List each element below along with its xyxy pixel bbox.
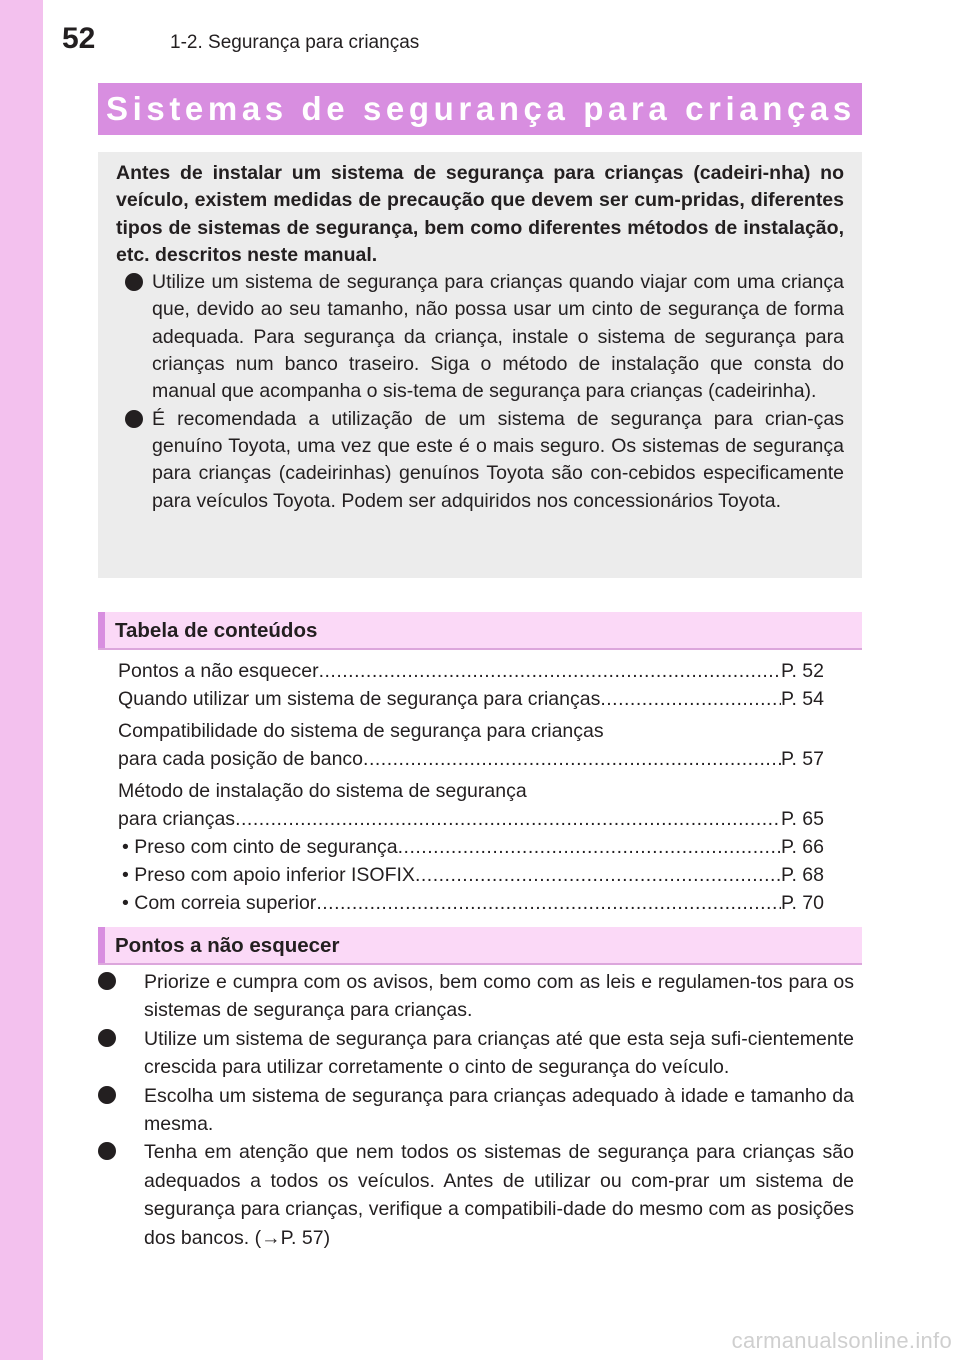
toc-item-label: para cada posição de banco (118, 748, 364, 770)
toc-item-label: • Com correia superior (122, 892, 317, 914)
points-bullet-text: Utilize um sistema de segurança para crianças até que esta seja sufi-cientemente crescida para utilizar corretamente o cinto de segurança do veículo. (144, 1027, 854, 1079)
toc-item-label-line1: Método de instalação do sistema de segurança (118, 780, 527, 802)
intro-text: Antes de instalar um sistema de segurança para crianças (cadeiri-nha) no veículo, existem medidas de precaução que devem ser cum-pridas, diferentes tipos de sistemas de segurança, bem como diferentes métodos de instalação, etc. descritos neste manual. (116, 162, 844, 266)
toc-item-label: • Preso com apoio inferior ISOFIX (122, 864, 415, 886)
toc-item-label: • Preso com cinto de segurança (122, 836, 398, 858)
intro-bullet-text: Utilize um sistema de segurança para crianças quando viajar com uma criança que, devido ao seu tamanho, não possa usar um cinto de segurança de forma adequada. Para segurança da criança, instale o sistema de segurança para crianças num banco traseiro. Siga o método de instalação que consta do manual que acompanha o sis-tema de segurança para crianças (cadeirinha). (152, 271, 844, 403)
points-bullet (98, 1138, 854, 1252)
toc-item-label: para crianças (118, 808, 236, 830)
points-bullet (98, 1082, 854, 1139)
toc-item[interactable] (118, 657, 824, 685)
toc-item-page: P. 65 (780, 808, 824, 830)
title-bar (98, 83, 862, 135)
toc-subitem[interactable] (118, 833, 824, 861)
page-number: 52 (62, 22, 96, 55)
points-bullet-text: Priorize e cumpra com os avisos, bem como com as leis e regulamen-tos para os sistemas de segurança para crianças. (144, 971, 854, 1022)
toc-heading-bar (98, 612, 862, 650)
toc-item-page: P. 52 (780, 660, 824, 682)
points-bullet (98, 968, 854, 1025)
bullet-dot-icon (98, 1142, 116, 1160)
points-bullet-text: Escolha um sistema de segurança para crianças adequado à idade e tamanho da mesma. (144, 1084, 854, 1136)
toc-item-label: Pontos a não esquecer (118, 660, 319, 682)
points-bullet (98, 1025, 854, 1082)
intro-box (98, 152, 862, 578)
points-bullet-text: Tenha em atenção que nem todos os sistemas de segurança para crianças são adequados a todos os veículos. Antes de utilizar ou com-prar um sistema de segurança para crianças, verifique a compatibili-dade do mesmo com as posições dos bancos. (→P. 57) (144, 1141, 854, 1249)
toc-item-label: Quando utilizar um sistema de segurança para crianças (118, 688, 601, 710)
toc-item-page: P. 68 (780, 864, 824, 886)
toc-item[interactable] (118, 805, 824, 833)
bullet-dot-icon (125, 410, 143, 428)
page-title: Sistemas de segurança para crianças (106, 90, 856, 127)
toc-item-page: P. 54 (780, 688, 824, 710)
intro-bullet (116, 406, 844, 515)
bullet-dot-icon (98, 1029, 116, 1047)
bullet-dot-icon (98, 972, 116, 990)
toc-leader-dots (319, 657, 781, 685)
watermark: carmanualsonline.info (731, 1328, 952, 1353)
bullet-dot-icon (125, 273, 143, 291)
toc-item-page: P. 57 (780, 748, 824, 770)
toc-item[interactable] (118, 685, 824, 713)
points-heading-bar (98, 927, 862, 965)
toc-leader-dots (415, 861, 781, 889)
toc-item-page: P. 70 (780, 892, 824, 914)
points-list (98, 968, 854, 1252)
toc-leader-dots (235, 805, 781, 833)
toc-leader-dots (600, 685, 781, 713)
toc-item-label-line1: Compatibilidade do sistema de segurança para crianças (118, 720, 604, 742)
bullet-dot-icon (98, 1086, 116, 1104)
toc-item[interactable] (118, 745, 824, 773)
table-of-contents (118, 657, 824, 917)
left-margin-strip (0, 0, 43, 1360)
toc-heading: Tabela de conteúdos (115, 619, 318, 642)
toc-leader-dots (398, 833, 781, 861)
intro-bullet-text: É recomendada a utilização de um sistema de segurança para crian-ças genuíno Toyota, uma vez que este é o mais seguro. Os sistemas de segurança para crianças (cadeirinhas) genuínos Toyota são con-cebidos especificamente para veículos Toyota. Podem ser adquiridos nos concessionários Toyota. (152, 407, 844, 512)
toc-subitem[interactable] (118, 889, 824, 917)
toc-subitem[interactable] (118, 861, 824, 889)
toc-item-page: P. 66 (780, 836, 824, 858)
intro-bullet (116, 269, 844, 405)
points-heading: Pontos a não esquecer (115, 934, 340, 957)
toc-leader-dots (316, 889, 781, 917)
toc-leader-dots (363, 745, 781, 773)
running-head: 1-2. Segurança para crianças (170, 32, 420, 53)
